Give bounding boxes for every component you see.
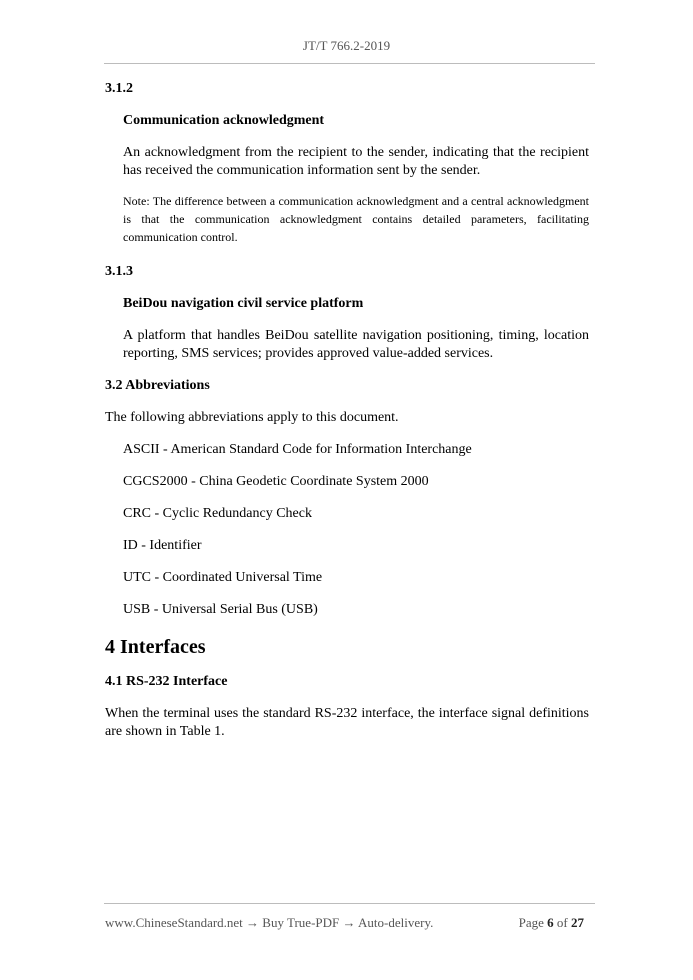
header-divider: [104, 63, 595, 64]
clause-number-3-1-3: 3.1.3: [105, 264, 133, 279]
page-indicator: [519, 915, 584, 931]
section-4-1-paragraph: When the terminal uses the standard RS-232 interface, the interface signal definitions are shown in Table 1.: [105, 706, 589, 739]
document-header: [0, 38, 693, 54]
abbreviation-item: ASCII - American Standard Code for Information Interchange: [123, 442, 472, 457]
clause-number-3-1-2: 3.1.2: [105, 81, 133, 96]
page-current: 6: [547, 915, 554, 930]
section-4-1-heading: 4.1 RS-232 Interface: [105, 674, 228, 689]
abbreviation-item: UTC - Coordinated Universal Time: [123, 570, 323, 585]
abbreviation-item: ID - Identifier: [123, 538, 202, 553]
footer-divider: [104, 903, 595, 904]
abbreviation-item: USB - Universal Serial Bus (USB): [123, 602, 318, 617]
footer-website-link[interactable]: www.ChineseStandard.net → Buy True-PDF → Auto-delivery.: [105, 915, 434, 930]
page-body: [105, 80, 589, 741]
abbreviations-intro: The following abbreviations apply to this document.: [105, 410, 399, 425]
section-4-heading: 4 Interfaces: [105, 636, 206, 658]
abbreviation-item: CGCS2000 - China Geodetic Coordinate System 2000: [123, 474, 429, 489]
page-total: 27: [571, 915, 584, 930]
note-communication-acknowledgment: Note: The difference between a communication acknowledgment and a central acknowledgment is that the communication acknowledgment contains detailed parameters, facilitating communication control.: [123, 194, 589, 244]
definition-communication-acknowledgment: An acknowledgment from the recipient to the sender, indicating that the recipient has received the communication information sent by the sender.: [123, 145, 589, 178]
term-beidou-platform: BeiDou navigation civil service platform: [123, 296, 364, 311]
abbreviations-heading: 3.2 Abbreviations: [105, 378, 210, 393]
document-footer: [105, 915, 589, 933]
definition-beidou-platform: A platform that handles BeiDou satellite navigation positioning, timing, location reporting, SMS services; provides approved value-added services.: [123, 328, 589, 361]
term-communication-acknowledgment: Communication acknowledgment: [123, 113, 325, 128]
of-label: of: [556, 915, 568, 930]
abbreviation-item: CRC - Cyclic Redundancy Check: [123, 506, 312, 521]
page-label: Page: [518, 915, 544, 930]
doc-code: JT/T 766.2-2019: [302, 38, 391, 53]
